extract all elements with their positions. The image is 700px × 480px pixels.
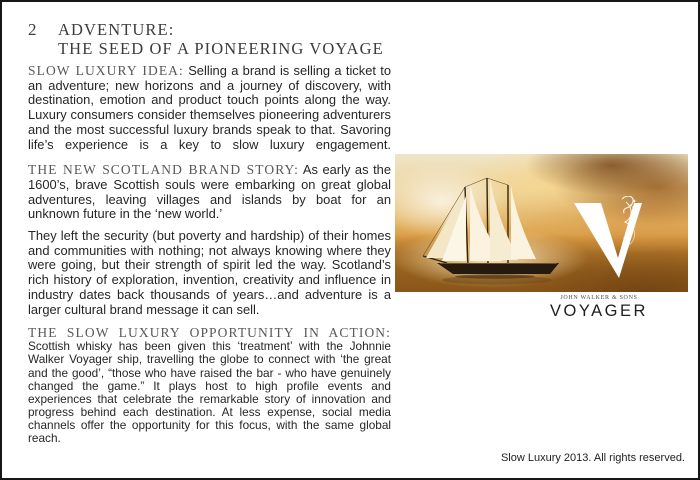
section-body-slow-luxury-idea: Selling a brand is selling a ticket to an adventure; new horizons and a journey of discovery, with destination, emotion and product touch points along the way. Luxury consumers consider themselves pioneering adventurers and the most successful luxury brands speak to that. Savoring life’s experience is a key to slow luxury engagement.: [28, 63, 391, 152]
section-body-new-scotland-brand-story: As early as the 1600’s, brave Scottish souls were embarking on great global adventures, leaving villages and islands by boat for an unknown future in the ‘new world.’: [28, 162, 391, 222]
copyright-footer: Slow Luxury 2013. All rights reserved.: [500, 452, 685, 464]
title-line-1: ADVENTURE:: [58, 20, 175, 39]
john-walker-sons-wordmark: JOHN WALKER & SONS: [560, 295, 638, 301]
section-heading-slow-luxury-idea: SLOW LUXURY IDEA:: [28, 63, 184, 78]
voyager-v-monogram: [573, 196, 647, 280]
title-line-2: THE SEED OF A PIONEERING VOYAGE: [58, 39, 384, 58]
paragraph-slow-luxury-idea: [28, 64, 391, 152]
paragraph-slow-luxury-opportunity: [28, 326, 391, 445]
paragraph-they-left-the-security: [28, 229, 391, 317]
text-column: [28, 20, 391, 445]
slide-title-block: [28, 20, 391, 58]
paragraph-new-scotland-brand-story: [28, 163, 391, 222]
slide-number: 2: [28, 20, 38, 39]
section-body-slow-luxury-opportunity: Scottish whisky has been given this ‘treatment’ with the Johnnie Walker Voyager ship, travelling the globe to connect with ‘the great and the good’, “those who have raised the bar - who have genuinely changed the game.” It plays host to high profile events and experiences that celebrate the remarkable story of innovation and progress behind each destination. At less expense, social media channels offer the opportunity for this focus, with the same global reach.: [28, 339, 391, 445]
voyager-ship-photo: [395, 154, 688, 292]
section-body-continuation: They left the security (but poverty and hardship) of their homes and communities with nothing; not always knowing where they were going, but their strength of spirit led the way. Scotland’s rich history of exploration, invention, creativity and influence in industry dates back thousands of years…and adventure is a larger cultural brand message it can sell.: [28, 228, 391, 317]
section-heading-slow-luxury-opportunity: THE SLOW LUXURY OPPORTUNITY IN ACTION:: [28, 325, 391, 341]
section-heading-new-scotland-brand-story: THE NEW SCOTLAND BRAND STORY:: [28, 162, 300, 178]
john-walker-sons-voyager-logo: [499, 295, 699, 321]
slide-title: [58, 20, 384, 58]
voyager-wordmark: VOYAGER: [550, 302, 648, 320]
